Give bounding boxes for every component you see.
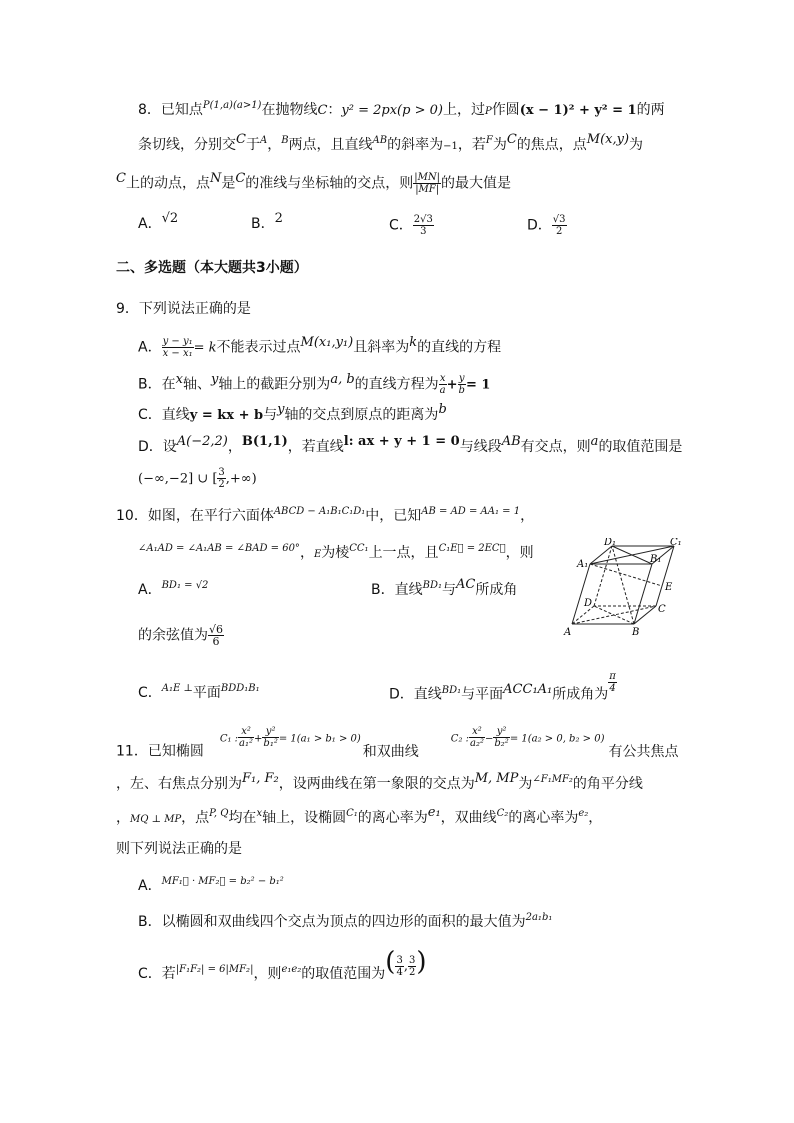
q9-option-b: B．在x轴、y轴上的截距分别为a, b的直线方程为 $\frac{x}{a}$ + $\frac{y}{b}$ = 1 [138, 371, 491, 396]
q8-option-d: D． $\frac{√3}{2}$ [527, 214, 566, 237]
q8-line1: 8．已知点$^{P(1,a)(a>1)}$在抛物线C：y² = 2px(p > 0)上，过P作圆(x − 1)² + y² = 1的两 [138, 100, 665, 118]
q8-option-a: A．√2 [138, 211, 179, 232]
edge-dd1 [594, 546, 612, 606]
q8-parabola: y² = 2px(p > 0) [341, 103, 443, 118]
q10-option-d: D．直线$^{BD_1}$与平面ACC₁A₁所成角为 $\frac{\pi}{4}$ [389, 671, 616, 703]
edge-aa1 [572, 564, 593, 624]
label-d: D [584, 598, 593, 609]
q11-prompt: 则下列说法正确的是 [116, 841, 242, 857]
section-heading: 二、多选题（本大题共3小题） [116, 260, 308, 276]
q10-option-b: B．直线$^{BD_1}$与AC所成角 [371, 577, 518, 598]
q9-option-c: C．直线y = kx + b与y轴的交点到原点的距离为b [138, 402, 447, 423]
edge-bc [634, 606, 656, 624]
label-a: A [564, 627, 572, 638]
seg-a1c1 [590, 546, 674, 564]
q11-hyperbola-eq: C₂ : $\frac{\text{x²}}{\text{a₂²}}$ − $\frac{\text{y²}}{\text{b₂²}}$ = 1(a₂ > 0, b₂ > 0) [450, 726, 605, 749]
q10-line2: $^{\angle A_1AD = \angle A_1AB = \angle BAD = 60^\circ}$，E为棱$^{CC_1}$上一点，且$^{C_1E⃗ = 2EC⃗}$，则 [138, 543, 534, 561]
q8-line3: C上的动点，点N是C的准线与坐标轴的交点，则 $\frac{|MN|}{|MF|}$ 的最大值是 [116, 170, 512, 195]
q8-line2: 条切线，分别交C于$^A$，$^B$两点，且直线$^{AB}$的斜率为−1，若$^F$为C的焦点，点M(x,y)为 [138, 132, 644, 153]
q8-ratio: $\frac{|MN|}{|MF|}$ [414, 172, 441, 195]
q10-option-a: A．$^{BD_1 = √2}$ [138, 580, 209, 598]
q10-line1: 10．如图，在平行六面体$^{ABCD - A_1B_1C_1D_1}$中，已知$^{AB = AD = AA_1 = 1}$， [116, 506, 535, 524]
label-a1: A₁ [577, 559, 589, 570]
q11-line1: 11．已知椭圆C₁ : $\frac{\text{x²}}{\text{a₁²}}$ + $\frac{\text{y²}}{\text{b₁²}}$ = 1(a₁ > b₁ > 0)和双曲线C₂ : $\frac{\text{x²}}{\text{a₂²}}$ − $\frac{\text{y²}}{\text{b₂²}}$ = 1(a₂ > 0, b₂ > 0)有公共焦点 [116, 726, 679, 760]
edge-bb1 [634, 564, 652, 624]
label-d1: D₁ [604, 538, 617, 548]
q11-ellipse-eq: C₁ : $\frac{\text{x²}}{\text{a₁²}}$ + $\frac{\text{y²}}{\text{b₁²}}$ = 1(a₁ > b₁ > 0) [219, 726, 361, 749]
q9-option-a: A． $\frac{\text{y − y₁}}{\text{x − x₁}}$ = k不能表示过点M(x₁,y₁)且斜率为k的直线的方程 [138, 334, 502, 359]
parallelepiped-figure [562, 538, 686, 638]
q8-option-c: C． $\frac{2√3}{3}$ [389, 214, 433, 237]
label-c: C [658, 604, 666, 615]
label-e: E [665, 582, 673, 593]
q9-option-d: D．设A(−2,2)，B(1,1)，若直线l: ax + y + 1 = 0与线段AB有交点，则a的取值范围是 [138, 434, 683, 455]
label-c1: C₁ [670, 538, 682, 548]
q11-line2: ，左、右焦点分别为F₁, F₂，设两曲线在第一象限的交点为M, MP为$^{\angle F_1MF_2}$的角平分线 [116, 771, 643, 792]
q8-point-p: P(1,a)(a>1) [202, 100, 262, 111]
label-b: B [632, 627, 640, 638]
seg-bd1 [612, 546, 634, 624]
q9-range: (−∞,−2] ∪ [ $\frac{3}{2}$ ,+∞) [138, 467, 257, 490]
q11-line3: ，MQ ⊥ MP，点$^{P, Q}$均在$^x$轴上，设椭圆$^{C_1}$的离心率为e₁，双曲线$^{C_2}$的离心率为$^{e_2}$， [116, 805, 603, 826]
q10-option-c: C．$^{A_1E \perp}$平面$^{BDD_1B_1}$ [138, 683, 260, 701]
q8-option-b: B．2 [251, 211, 283, 232]
q11-option-c: C．若$^{|F_1F_2| = 6|MF_2|}$，则$^{e_1e_2}$的取值范围为( $\frac{3}{4}$ , $\frac{3}{2}$ ) [138, 947, 427, 982]
q11-option-b: B．以椭圆和双曲线四个交点为顶点的四边形的面积的最大值为$^{2a_1b_1}$ [138, 912, 553, 930]
q10-option-b-cont: 的余弦值为 $\frac{√6}{6}$ [138, 623, 224, 648]
q9-title: 9．下列说法正确的是 [116, 301, 251, 317]
q11-option-a: A．$^{MF_1⃗ \cdot MF_2⃗ = b_2^2 - b_1^2}$ [138, 876, 284, 894]
label-b1: B₁ [650, 554, 662, 565]
q8-circle: (x − 1)² + y² = 1 [519, 103, 637, 118]
